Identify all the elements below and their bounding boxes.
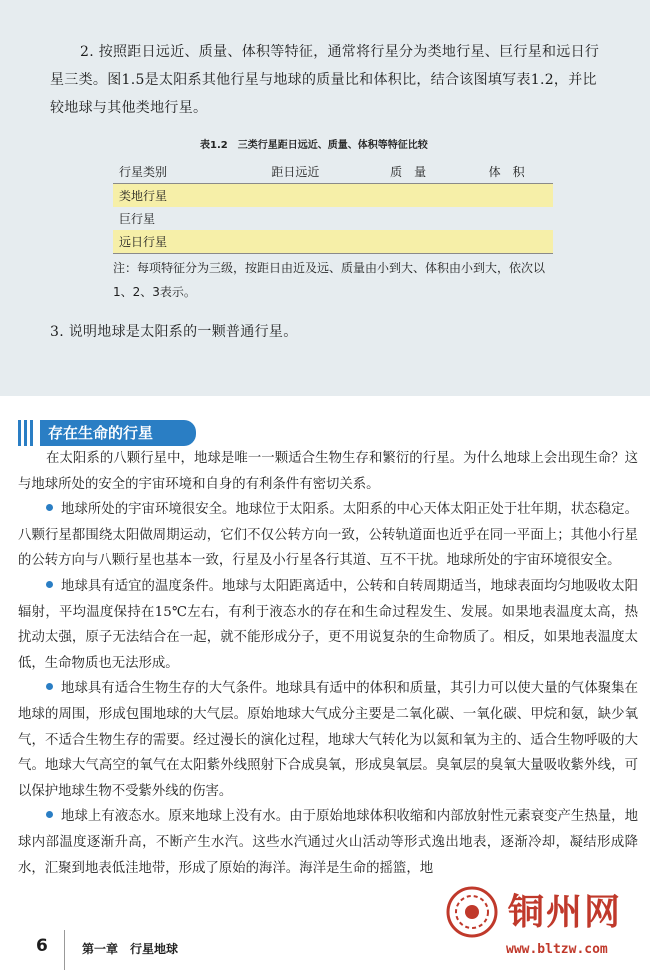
row-label: 类地行星 [113,184,229,208]
heading-stripe [24,420,27,446]
watermark [446,884,646,968]
bullet-icon [46,504,53,511]
table-note: 注：每项特征分为三级，按距日由近及远、质量由小到大、体积由小到大，依次以1、2、3表示。 [113,261,546,299]
blank-cell [356,207,455,230]
table-header-cell: 质 量 [356,160,455,184]
paragraph-text: 地球上有液态水。原来地球上没有水。由于原始地球体积收缩和内部放射性元素衰变产生热量，地球内部温度逐渐升高，不断产生水汽。这些水汽通过火山活动等形式逸出地表，逐渐冷却，凝结形成降水，汇聚到地表低洼地带，形成了原始的海洋。海洋是生命的摇篮，地 [18,809,638,876]
planet-comparison-table [113,160,553,254]
watermark-name: 铜州网 [508,891,623,933]
section-body [18,446,638,881]
row-label: 远日行星 [113,230,229,254]
paragraph [18,574,638,676]
paragraph [18,676,638,804]
blank-cell [229,207,356,230]
heading-stripe [18,420,21,446]
chapter-title: 第一章 行星地球 [82,942,179,956]
bullet-icon [46,581,53,588]
bullet-icon [46,683,53,690]
section-heading [18,420,196,446]
heading-stripe [30,420,33,446]
table-row [113,207,553,230]
footer-divider [64,930,65,970]
question-3: 3. 说明地球是太阳系的一颗普通行星。 [50,324,298,340]
paragraph [18,804,638,881]
blank-cell [229,230,356,254]
paragraph-text: 在太阳系的八颗行星中，地球是唯一一颗适合生物生存和繁衍的行星。为什么地球上会出现生命？这与地球所处的安全的宇宙环境和自身的有利条件有密切关系。 [18,451,638,492]
table-header-cell: 体 积 [454,160,553,184]
table-header-cell: 行星类别 [113,160,229,184]
table-header-cell: 距日远近 [229,160,356,184]
table-caption: 表1.2 三类行星距日远近、质量、体积等特征比较 [200,140,428,151]
blank-cell [229,184,356,208]
table-header-row [113,160,553,184]
table-row [113,184,553,208]
bullet-icon [46,811,53,818]
question-2: 2. 按照距日远近、质量、体积等特征，通常将行星分为类地行星、巨行星和远日行星三类。图1.5是太阳系其他行星与地球的质量比和体积比，结合该图填写表1.2，并比较地球与其他类地行星。 [50,44,600,116]
row-label: 巨行星 [119,212,156,226]
paragraph-text: 地球具有适合生物生存的大气条件。地球具有适中的体积和质量，其引力可以使大量的气体聚集在地球的周围，形成包围地球的大气层。原始地球大气成分主要是二氧化碳、一氧化碳、甲烷和氨，缺少氧气，不适合生物生存的需要。经过漫长的演化过程，地球大气转化为以氮和氧为主的、适合生物呼吸的大气。地球大气高空的氧气在太阳紫外线照射下合成臭氧，形成臭氧层。臭氧层的臭氧大量吸收紫外线，可以保护地球生物不受紫外线的伤害。 [18,681,638,799]
page-number: 6 [36,936,48,956]
blank-cell [356,184,455,208]
paragraph-text: 地球具有适宜的温度条件。地球与太阳距离适中，公转和自转周期适当，地球表面均匀地吸收太阳辐射，平均温度保持在15℃左右，有利于液态水的存在和生命过程发生、发展。如果地表温度太高，热扰动太强，原子无法结合在一起，就不能形成分子，更不用说复杂的生命物质了。相反，如果地表温度太低，生命物质也无法形成。 [18,578,638,671]
blank-cell [454,230,553,254]
watermark-url: www.bltzw.com [506,942,608,957]
blank-cell [454,184,553,208]
paragraph [18,446,638,497]
paragraph [18,497,638,574]
blank-cell [454,207,553,230]
blank-cell [356,230,455,254]
paragraph-text: 地球所处的宇宙环境很安全。地球位于太阳系。太阳系的中心天体太阳正处于壮年期，状态稳定。八颗行星都围绕太阳做周期运动，它们不仅公转方向一致，公转轨道面也近乎在同一平面上；其他小行星的公转方向与八颗行星也基本一致，行星及小行星各行其道、互不干扰。地球所处的宇宙环境很安全。 [18,502,638,569]
section-title: 存在生命的行星 [40,420,196,446]
table-row [113,230,553,254]
watermark-logo-icon [446,886,498,938]
